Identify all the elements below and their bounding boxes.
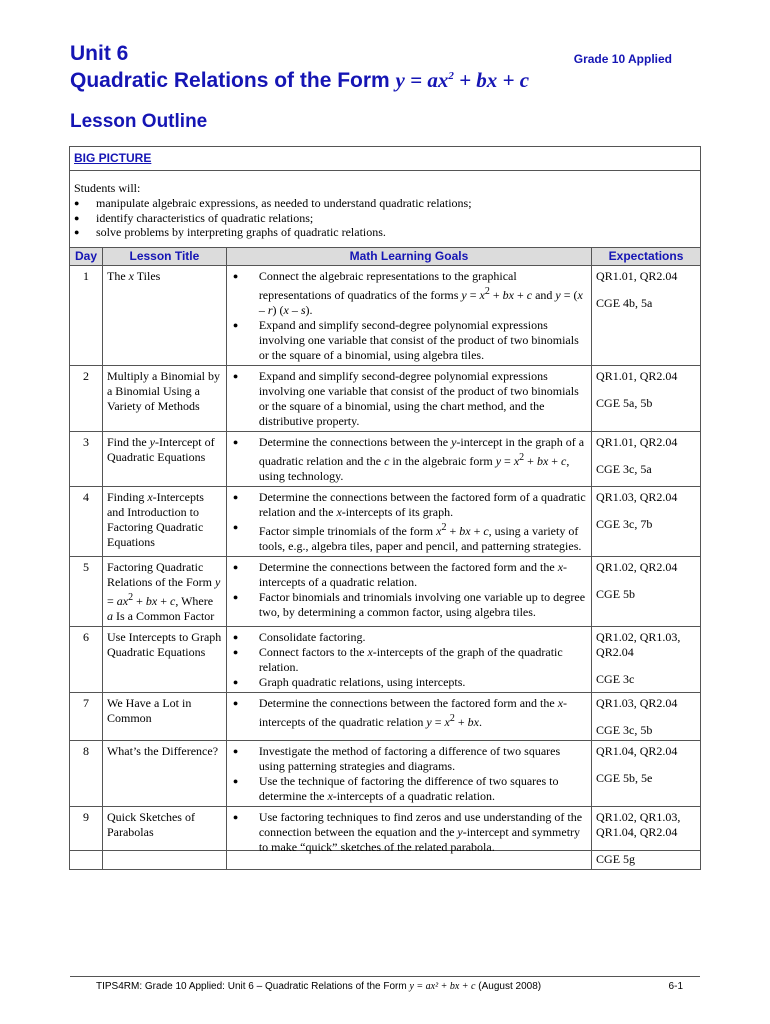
learning-goal: ● Determine the connections between the factored form and the x-intercepts of a quadratic relation. — [231, 560, 587, 590]
lesson-day: 5 — [70, 557, 103, 627]
learning-goal: ● Determine the connections between the y-intercept in the graph of a quadratic relation and the c in the algebraic form $y = x^2$ + bx + c, using technology. — [231, 435, 587, 484]
big-picture-divider — [69, 170, 701, 171]
overall-expectations: QR1.02, QR2.04 — [596, 560, 678, 574]
table-row — [70, 432, 701, 487]
overall-expectations: QR1.04, QR2.04 — [596, 744, 678, 758]
lesson-expectations — [592, 266, 701, 366]
lesson-day: 1 — [70, 266, 103, 366]
learning-goal: ● Graph quadratic relations, using intercepts. — [231, 675, 587, 690]
learning-goal: ● Use factoring techniques to find zeros and use understanding of the connection between the equation and the y-intercept and symmetry to make “quick” sketches of the related parabola. — [231, 810, 587, 855]
lesson-day: 6 — [70, 627, 103, 693]
lesson-title: Multiply a Binomial by a Binomial Using a Variety of Methods — [102, 366, 226, 432]
subtitle-eq-part1: y = ax — [395, 68, 449, 92]
header-day: Day — [70, 248, 103, 266]
table-row — [70, 693, 701, 741]
overall-expectations: QR1.02, QR1.03, QR1.04, QR2.04 — [596, 810, 681, 839]
footer-suffix: (August 2008) — [475, 981, 542, 992]
big-picture-item: ● solve problems by interpreting graphs of quadratic relations. — [74, 225, 472, 240]
unit-title: Unit 6 — [70, 42, 129, 65]
lesson-expectations — [592, 557, 701, 627]
learning-goal: ● Factor binomials and trinomials involving one variable up to degree two, by determining a common factor, using algebra tiles. — [231, 590, 587, 620]
learning-goal: ● Investigate the method of factoring a difference of two squares using patterning strategies and diagrams. — [231, 744, 587, 774]
lesson-day: 9 — [70, 807, 103, 870]
grade-label: Grade 10 Applied — [573, 52, 672, 66]
lesson-title: We Have a Lot in Common — [102, 693, 226, 741]
subtitle-eq-exponent: 2 — [448, 70, 454, 82]
table-row — [70, 266, 701, 366]
table-row — [70, 741, 701, 807]
big-picture-item: ● manipulate algebraic expressions, as needed to understand quadratic relations; — [74, 196, 472, 211]
subtitle-prefix: Quadratic Relations of the Form — [70, 69, 396, 92]
lesson-goals — [226, 266, 591, 366]
overall-expectations: QR1.01, QR2.04 — [596, 269, 678, 283]
cge-expectations: CGE 3c — [596, 672, 635, 686]
lesson-goals — [226, 557, 591, 627]
lesson-goals — [226, 627, 591, 693]
cge-expectations: CGE 5g — [596, 852, 636, 866]
table-row — [70, 627, 701, 693]
learning-goal: ● Determine the connections between the factored form of a quadratic relation and the x-intercepts of its graph. — [231, 490, 587, 520]
subtitle-equation — [396, 68, 530, 92]
lesson-title: The x Tiles — [102, 266, 226, 366]
lesson-expectations — [592, 366, 701, 432]
header-math-learning-goals: Math Learning Goals — [226, 248, 591, 266]
table-row — [70, 366, 701, 432]
cge-expectations: CGE 5b, 5e — [596, 771, 653, 785]
goals-list — [231, 630, 587, 690]
goals-list — [231, 744, 587, 804]
big-picture-intro: Students will: — [74, 181, 141, 195]
lesson-title: What’s the Difference? — [102, 741, 226, 807]
overall-expectations: QR1.01, QR2.04 — [596, 369, 678, 383]
big-picture-heading: BIG PICTURE — [74, 151, 152, 165]
lesson-table-header — [70, 248, 701, 266]
unit-subtitle — [70, 68, 529, 93]
cge-expectations: CGE 3c, 5a — [596, 462, 652, 476]
big-picture-item: ● identify characteristics of quadratic relations; — [74, 211, 472, 226]
lesson-title: Finding x-Intercepts and Introduction to Factoring Quadratic Equations — [102, 487, 226, 557]
overall-expectations: QR1.03, QR2.04 — [596, 696, 678, 710]
header-lesson-title: Lesson Title — [102, 248, 226, 266]
lesson-table — [69, 247, 701, 870]
footer-equation: y = ax² + bx + c — [409, 981, 476, 992]
subtitle-eq-part2: + bx + c — [453, 68, 530, 92]
learning-goal: ● Use the technique of factoring the difference of two squares to determine the x-intercepts of a quadratic relation. — [231, 774, 587, 804]
footer-prefix: TIPS4RM: Grade 10 Applied: Unit 6 – Quadratic Relations of the Form — [96, 981, 410, 992]
learning-goal: ● Expand and simplify second-degree polynomial expressions involving one variable that consist of the product of two binomials or the square of a binomial, using the chart method, and the distributive property. — [231, 369, 587, 429]
cge-expectations: CGE 4b, 5a — [596, 296, 653, 310]
lesson-expectations — [592, 807, 701, 870]
header-expectations: Expectations — [592, 248, 701, 266]
lesson-goals — [226, 693, 591, 741]
table-row — [70, 807, 701, 870]
learning-goal: ● Connect factors to the x-intercepts of the graph of the quadratic relation. — [231, 645, 587, 675]
big-picture-list — [74, 196, 472, 240]
learning-goal: ● Consolidate factoring. — [231, 630, 587, 645]
learning-goal: ● Expand and simplify second-degree polynomial expressions involving one variable that consist of the product of two binomials or the square of a binomial, using algebra tiles. — [231, 318, 587, 363]
learning-goal: ● Connect the algebraic representations to the graphical representations of quadratics of the forms $y = x^2$ + bx + c and y = (x – r) (x – s). — [231, 269, 587, 318]
cge-expectations: CGE 3c, 7b — [596, 517, 653, 531]
cge-expectations: CGE 3c, 5b — [596, 723, 653, 737]
goals-list — [231, 369, 587, 429]
lesson-title: Find the y-Intercept of Quadratic Equations — [102, 432, 226, 487]
lesson-outline-heading: Lesson Outline — [70, 111, 208, 132]
lesson-goals — [226, 366, 591, 432]
table-row — [70, 557, 701, 627]
lesson-expectations — [592, 487, 701, 557]
lesson-day: 4 — [70, 487, 103, 557]
lesson-day: 2 — [70, 366, 103, 432]
cge-expectations: CGE 5a, 5b — [596, 396, 653, 410]
lesson-goals — [226, 487, 591, 557]
goals-list — [231, 696, 587, 730]
table-row — [70, 487, 701, 557]
lesson-expectations — [592, 432, 701, 487]
goals-list — [231, 810, 587, 855]
lesson-goals — [226, 432, 591, 487]
learning-goal: ● Determine the connections between the factored form and the x-intercepts of the quadratic relation $y = x^2$ + bx. — [231, 696, 587, 730]
goals-list — [231, 490, 587, 554]
footer-divider — [70, 976, 700, 977]
overall-expectations: QR1.02, QR1.03, QR2.04 — [596, 630, 681, 659]
lesson-expectations — [592, 693, 701, 741]
page-number: 6-1 — [668, 981, 683, 992]
lesson-title: Use Intercepts to Graph Quadratic Equations — [102, 627, 226, 693]
lesson-day: 8 — [70, 741, 103, 807]
goals-list — [231, 560, 587, 620]
overall-expectations: QR1.01, QR2.04 — [596, 435, 678, 449]
lesson-day: 7 — [70, 693, 103, 741]
cge-expectations: CGE 5b — [596, 587, 636, 601]
goals-list — [231, 269, 587, 363]
learning-goal: ● Factor simple trinomials of the form $x^2$ + bx + c, using a variety of tools, e.g., algebra tiles, paper and pencil, and patterning strategies. — [231, 520, 587, 554]
lesson-expectations — [592, 627, 701, 693]
lesson-title: Factoring Quadratic Relations of the Form $y = ax^2$ + bx + c, Where a Is a Common Factor — [102, 557, 226, 627]
lesson-expectations — [592, 741, 701, 807]
lesson-day: 3 — [70, 432, 103, 487]
lesson-goals — [226, 741, 591, 807]
goals-list — [231, 435, 587, 484]
lesson-goals — [226, 807, 591, 870]
footer-text — [96, 981, 541, 992]
overall-expectations: QR1.03, QR2.04 — [596, 490, 678, 504]
lesson-title: Quick Sketches of Parabolas — [102, 807, 226, 870]
